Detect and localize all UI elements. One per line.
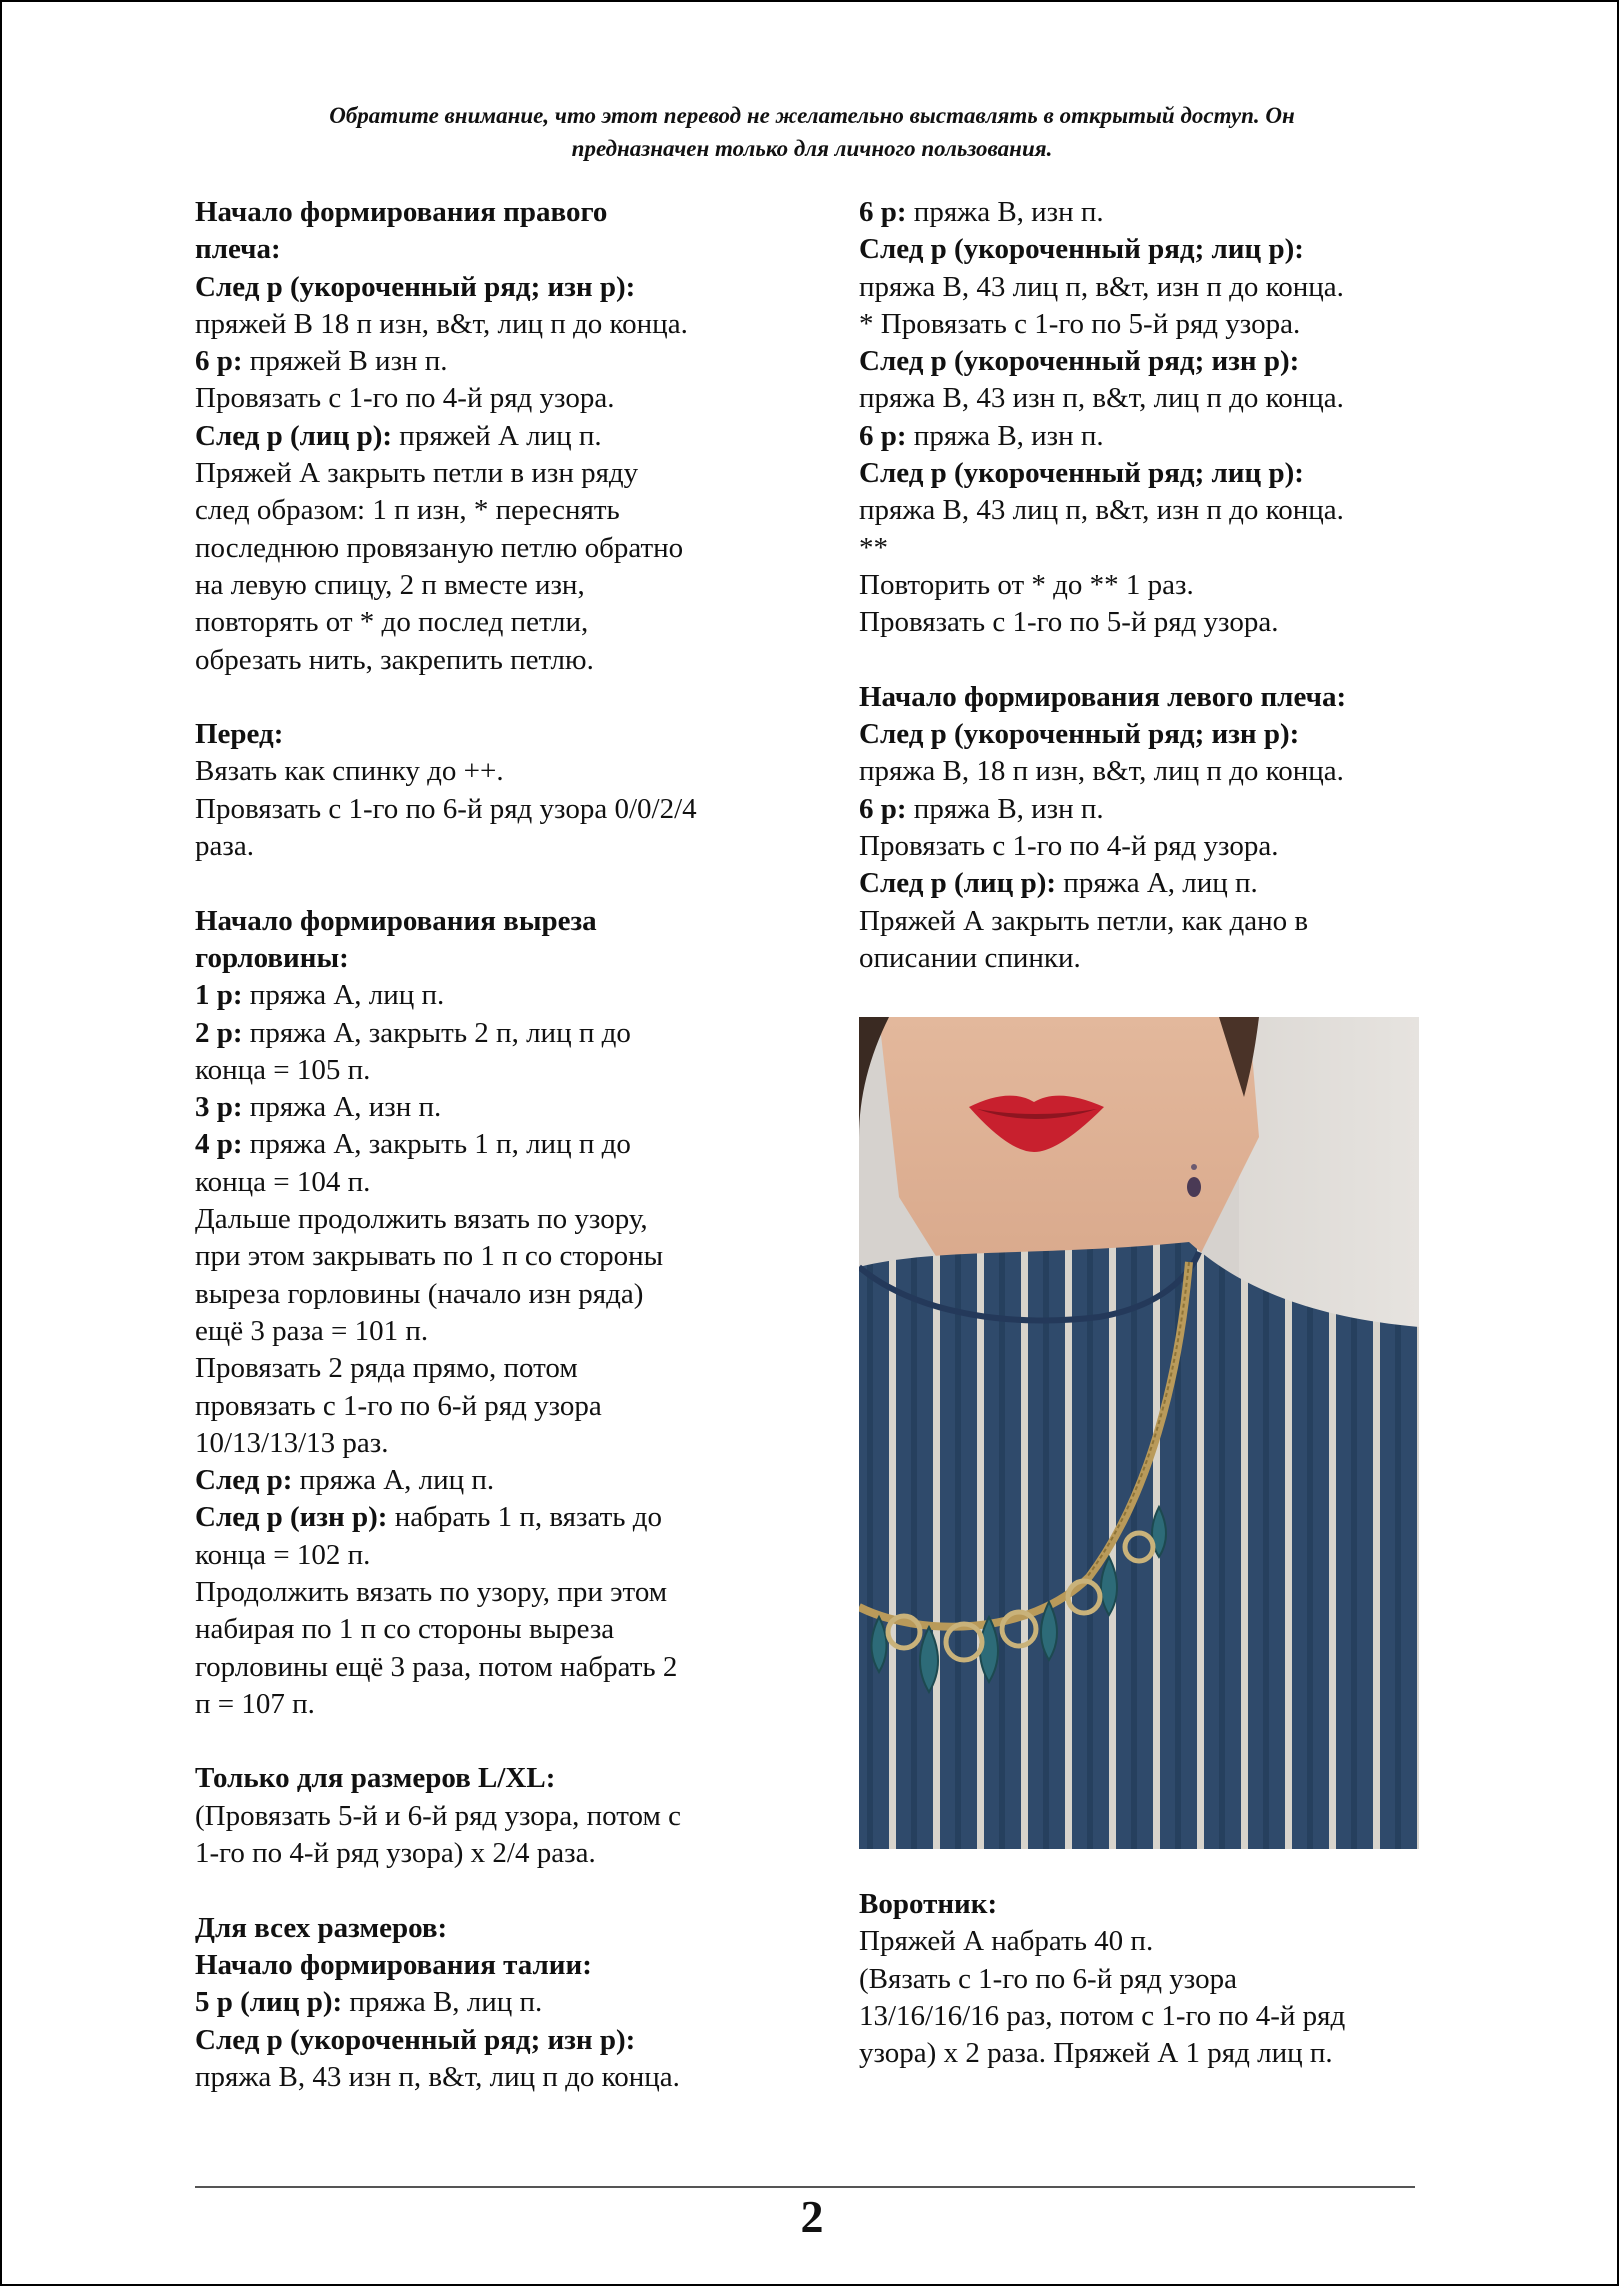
text-run: 1-го по 4-й ряд узора) х 2/4 раза. bbox=[195, 1837, 596, 1870]
text-line bbox=[195, 269, 795, 306]
text-line bbox=[859, 791, 1419, 828]
text-line bbox=[195, 1388, 795, 1425]
text-line bbox=[859, 716, 1419, 753]
text-line bbox=[195, 1462, 795, 1499]
footer-rule bbox=[195, 2186, 1415, 2188]
text-run: пряжа В, 43 лиц п, в&т, изн п до конца. bbox=[859, 494, 1344, 527]
bold-run: горловины: bbox=[195, 941, 349, 974]
text-run: описании спинки. bbox=[859, 941, 1081, 974]
text-run: пряжа А, закрыть 1 п, лиц п до bbox=[242, 1128, 631, 1161]
text-line bbox=[859, 418, 1419, 455]
paragraph-gap bbox=[195, 679, 795, 716]
text-run: 13/16/16/16 раз, потом с 1-го по 4-й ряд bbox=[859, 1999, 1346, 2032]
text-line bbox=[195, 306, 795, 343]
bold-run: 2 р: bbox=[195, 1016, 243, 1049]
text-run: (Провязать 5-й и 6-й ряд узора, потом с bbox=[195, 1799, 681, 1832]
text-line bbox=[195, 791, 795, 828]
text-run: Повторить от * до ** 1 раз. bbox=[859, 568, 1194, 601]
bold-run: След р (укороченный ряд; изн р): bbox=[195, 2023, 636, 2056]
text-line bbox=[195, 1126, 795, 1163]
text-run: (Вязать с 1-го по 6-й ряд узора bbox=[859, 1962, 1237, 1995]
text-run: пряжа В, 18 п изн, в&т, лиц п до конца. bbox=[859, 755, 1344, 788]
text-line bbox=[195, 1835, 795, 1872]
text-line bbox=[195, 343, 795, 380]
bold-run: 4 р: bbox=[195, 1128, 243, 1161]
bold-run: Начало формирования правого bbox=[195, 196, 608, 228]
bold-run: 6 р: bbox=[859, 792, 907, 825]
text-line bbox=[859, 343, 1419, 380]
text-run: на левую спицу, 2 п вместе изн, bbox=[195, 568, 585, 601]
text-run: пряжа В, изн п. bbox=[906, 792, 1104, 825]
bold-run: След р (укороченный ряд; изн р): bbox=[195, 270, 636, 303]
text-run: пряжа А, лиц п. bbox=[1056, 867, 1258, 900]
text-line bbox=[195, 418, 795, 455]
text-run: конца = 102 п. bbox=[195, 1538, 371, 1571]
text-run: пряжа В, изн п. bbox=[906, 196, 1104, 228]
right-text-column bbox=[859, 194, 1419, 977]
paragraph-gap bbox=[195, 865, 795, 902]
text-run: при этом закрывать по 1 п со стороны bbox=[195, 1240, 664, 1273]
text-line bbox=[859, 1961, 1419, 1998]
bold-run: Для всех размеров: bbox=[195, 1911, 448, 1944]
text-run: набирая по 1 п со стороны выреза bbox=[195, 1613, 615, 1646]
text-line bbox=[195, 828, 795, 865]
text-run: ** bbox=[859, 531, 888, 564]
text-run: пряжей В 18 п изн, в&т, лиц п до конца. bbox=[195, 307, 688, 340]
text-run: Дальше продолжить вязать по узору, bbox=[195, 1203, 648, 1236]
text-line bbox=[859, 753, 1419, 790]
text-line bbox=[195, 1238, 795, 1275]
text-line bbox=[859, 2035, 1419, 2072]
text-line bbox=[195, 1313, 795, 1350]
text-run: пряжей А лиц п. bbox=[392, 419, 602, 452]
text-line bbox=[195, 1984, 795, 2021]
text-line bbox=[195, 194, 795, 231]
text-line bbox=[859, 1886, 1419, 1923]
text-run: конца = 105 п. bbox=[195, 1053, 371, 1086]
text-run: пряжа А, изн п. bbox=[242, 1091, 442, 1124]
bold-run: 1 р: bbox=[195, 979, 243, 1012]
text-line bbox=[195, 567, 795, 604]
text-line bbox=[195, 380, 795, 417]
bold-run: След р (лиц р): bbox=[859, 867, 1057, 900]
notice-line-2: предназначен только для личного пользования. bbox=[571, 136, 1053, 161]
text-line bbox=[195, 977, 795, 1014]
text-run: пряжа В, 43 изн п, в&т, лиц п до конца. bbox=[859, 382, 1344, 415]
text-run: п = 107 п. bbox=[195, 1687, 315, 1720]
text-line bbox=[195, 1649, 795, 1686]
text-run: пряжа В, 43 изн п, в&т, лиц п до конца. bbox=[195, 2060, 680, 2093]
page-number: 2 bbox=[800, 2191, 824, 2242]
bold-run: Начало формирования выреза bbox=[195, 904, 597, 937]
text-run: Провязать с 1-го по 4-й ряд узора. bbox=[859, 830, 1279, 863]
text-run: пряжа В, лиц п. bbox=[342, 1986, 543, 2019]
text-line bbox=[859, 865, 1419, 902]
text-run: выреза горловины (начало изн ряда) bbox=[195, 1277, 644, 1310]
text-line bbox=[859, 380, 1419, 417]
bold-run: 6 р: bbox=[859, 419, 907, 452]
text-run: Провязать с 1-го по 6-й ряд узора 0/0/2/4 bbox=[195, 792, 697, 825]
text-line bbox=[859, 903, 1419, 940]
text-line bbox=[195, 1760, 795, 1797]
text-run: пряжа А, лиц п. bbox=[242, 979, 445, 1012]
text-run: Провязать 2 ряда прямо, потом bbox=[195, 1352, 578, 1385]
bold-run: След р (укороченный ряд; изн р): bbox=[859, 718, 1300, 751]
text-line bbox=[859, 492, 1419, 529]
bold-run: След р (лиц р): bbox=[195, 419, 393, 452]
text-line bbox=[195, 716, 795, 753]
text-line bbox=[195, 492, 795, 529]
text-line bbox=[195, 1164, 795, 1201]
text-run: провязать с 1-го по 6-й ряд узора bbox=[195, 1389, 602, 1422]
text-run: пряжа В, 43 лиц п, в&т, изн п до конца. bbox=[859, 270, 1344, 303]
text-line bbox=[195, 604, 795, 641]
bold-run: След р (изн р): bbox=[195, 1501, 388, 1534]
text-line bbox=[195, 1611, 795, 1648]
text-run: * Провязать с 1-го по 5-й ряд узора. bbox=[859, 307, 1301, 340]
text-line bbox=[195, 753, 795, 790]
text-run: Провязать с 1-го по 5-й ряд узора. bbox=[859, 606, 1279, 639]
paragraph-gap bbox=[195, 1872, 795, 1909]
text-line bbox=[195, 455, 795, 492]
text-line bbox=[859, 231, 1419, 268]
text-line bbox=[195, 1350, 795, 1387]
text-line bbox=[859, 530, 1419, 567]
text-line bbox=[195, 1537, 795, 1574]
text-run: ещё 3 раза = 101 п. bbox=[195, 1314, 429, 1347]
text-run: конца = 104 п. bbox=[195, 1165, 371, 1198]
bold-run: Перед: bbox=[195, 718, 284, 751]
text-line bbox=[859, 1998, 1419, 2035]
text-line bbox=[195, 1574, 795, 1611]
text-line bbox=[859, 828, 1419, 865]
text-line bbox=[195, 1052, 795, 1089]
text-line bbox=[859, 194, 1419, 231]
knitted-sweater-photo-icon bbox=[859, 1017, 1419, 1849]
bold-run: 6 р: bbox=[859, 196, 907, 228]
paragraph-gap bbox=[195, 1723, 795, 1760]
bold-run: 5 р (лиц р): bbox=[195, 1986, 343, 2019]
collar-section bbox=[859, 1886, 1419, 2072]
text-run: раза. bbox=[195, 830, 254, 863]
bold-run: След р (укороченный ряд; лиц р): bbox=[859, 457, 1304, 490]
bold-run: След р (укороченный ряд; изн р): bbox=[859, 345, 1300, 378]
text-line bbox=[859, 269, 1419, 306]
bold-run: Начало формирования талии: bbox=[195, 1948, 592, 1981]
bold-run: Начало формирования левого плеча: bbox=[859, 680, 1347, 713]
text-line bbox=[195, 642, 795, 679]
text-line bbox=[195, 1686, 795, 1723]
text-line bbox=[195, 1425, 795, 1462]
bold-run: След р: bbox=[195, 1464, 293, 1497]
text-line bbox=[195, 1947, 795, 1984]
text-line bbox=[195, 231, 795, 268]
text-line bbox=[859, 940, 1419, 977]
text-run: набрать 1 п, вязать до bbox=[387, 1501, 663, 1534]
paragraph-gap bbox=[859, 642, 1419, 679]
text-run: Пряжей А набрать 40 п. bbox=[859, 1925, 1154, 1958]
text-run: след образом: 1 п изн, * переснять bbox=[195, 494, 620, 527]
text-line bbox=[195, 2022, 795, 2059]
text-line bbox=[859, 567, 1419, 604]
text-line bbox=[195, 1798, 795, 1835]
bold-run: Воротник: bbox=[859, 1888, 998, 1920]
text-run: пряжа В, изн п. bbox=[906, 419, 1104, 452]
text-run: горловины ещё 3 раза, потом набрать 2 bbox=[195, 1650, 678, 1683]
bold-run: плеча: bbox=[195, 233, 281, 266]
text-line bbox=[195, 903, 795, 940]
text-run: Пряжей А закрыть петли, как дано в bbox=[859, 904, 1309, 937]
knitted-sweater-photo bbox=[859, 1017, 1419, 1849]
text-line bbox=[195, 940, 795, 977]
left-text-column bbox=[195, 194, 795, 2096]
text-run: Продолжить вязать по узору, при этом bbox=[195, 1575, 668, 1608]
text-line bbox=[859, 604, 1419, 641]
text-line bbox=[195, 1499, 795, 1536]
text-line bbox=[195, 1910, 795, 1947]
bold-run: 3 р: bbox=[195, 1091, 243, 1124]
text-run: Пряжей А закрыть петли в изн ряду bbox=[195, 457, 639, 490]
text-run: узора) х 2 раза. Пряжей А 1 ряд лиц п. bbox=[859, 2037, 1333, 2070]
text-run: 10/13/13/13 раз. bbox=[195, 1426, 389, 1459]
text-run: Вязать как спинку до ++. bbox=[195, 755, 504, 788]
bold-run: Только для размеров L/XL: bbox=[195, 1762, 556, 1795]
text-line bbox=[195, 530, 795, 567]
text-line bbox=[195, 1201, 795, 1238]
notice-line-1: Обратите внимание, что этот перевод не желательно выставлять в открытый доступ. Он bbox=[329, 103, 1295, 128]
text-run: пряжа А, лиц п. bbox=[292, 1464, 495, 1497]
text-run: повторять от * до послед петли, bbox=[195, 606, 589, 639]
bold-run: 6 р: bbox=[195, 345, 243, 378]
text-line bbox=[859, 1923, 1419, 1960]
text-run: Провязать с 1-го по 4-й ряд узора. bbox=[195, 382, 615, 415]
text-line bbox=[859, 679, 1419, 716]
text-line bbox=[195, 1276, 795, 1313]
text-run: последнюю провязаную петлю обратно bbox=[195, 531, 684, 564]
copyright-notice bbox=[192, 99, 1432, 165]
bold-run: След р (укороченный ряд; лиц р): bbox=[859, 233, 1304, 266]
text-run: пряжа А, закрыть 2 п, лиц п до bbox=[242, 1016, 631, 1049]
text-run: пряжей В изн п. bbox=[242, 345, 448, 378]
text-line bbox=[195, 1089, 795, 1126]
text-line bbox=[859, 455, 1419, 492]
text-line bbox=[195, 1015, 795, 1052]
text-run: обрезать нить, закрепить петлю. bbox=[195, 643, 594, 676]
text-line bbox=[195, 2059, 795, 2096]
text-line bbox=[859, 306, 1419, 343]
